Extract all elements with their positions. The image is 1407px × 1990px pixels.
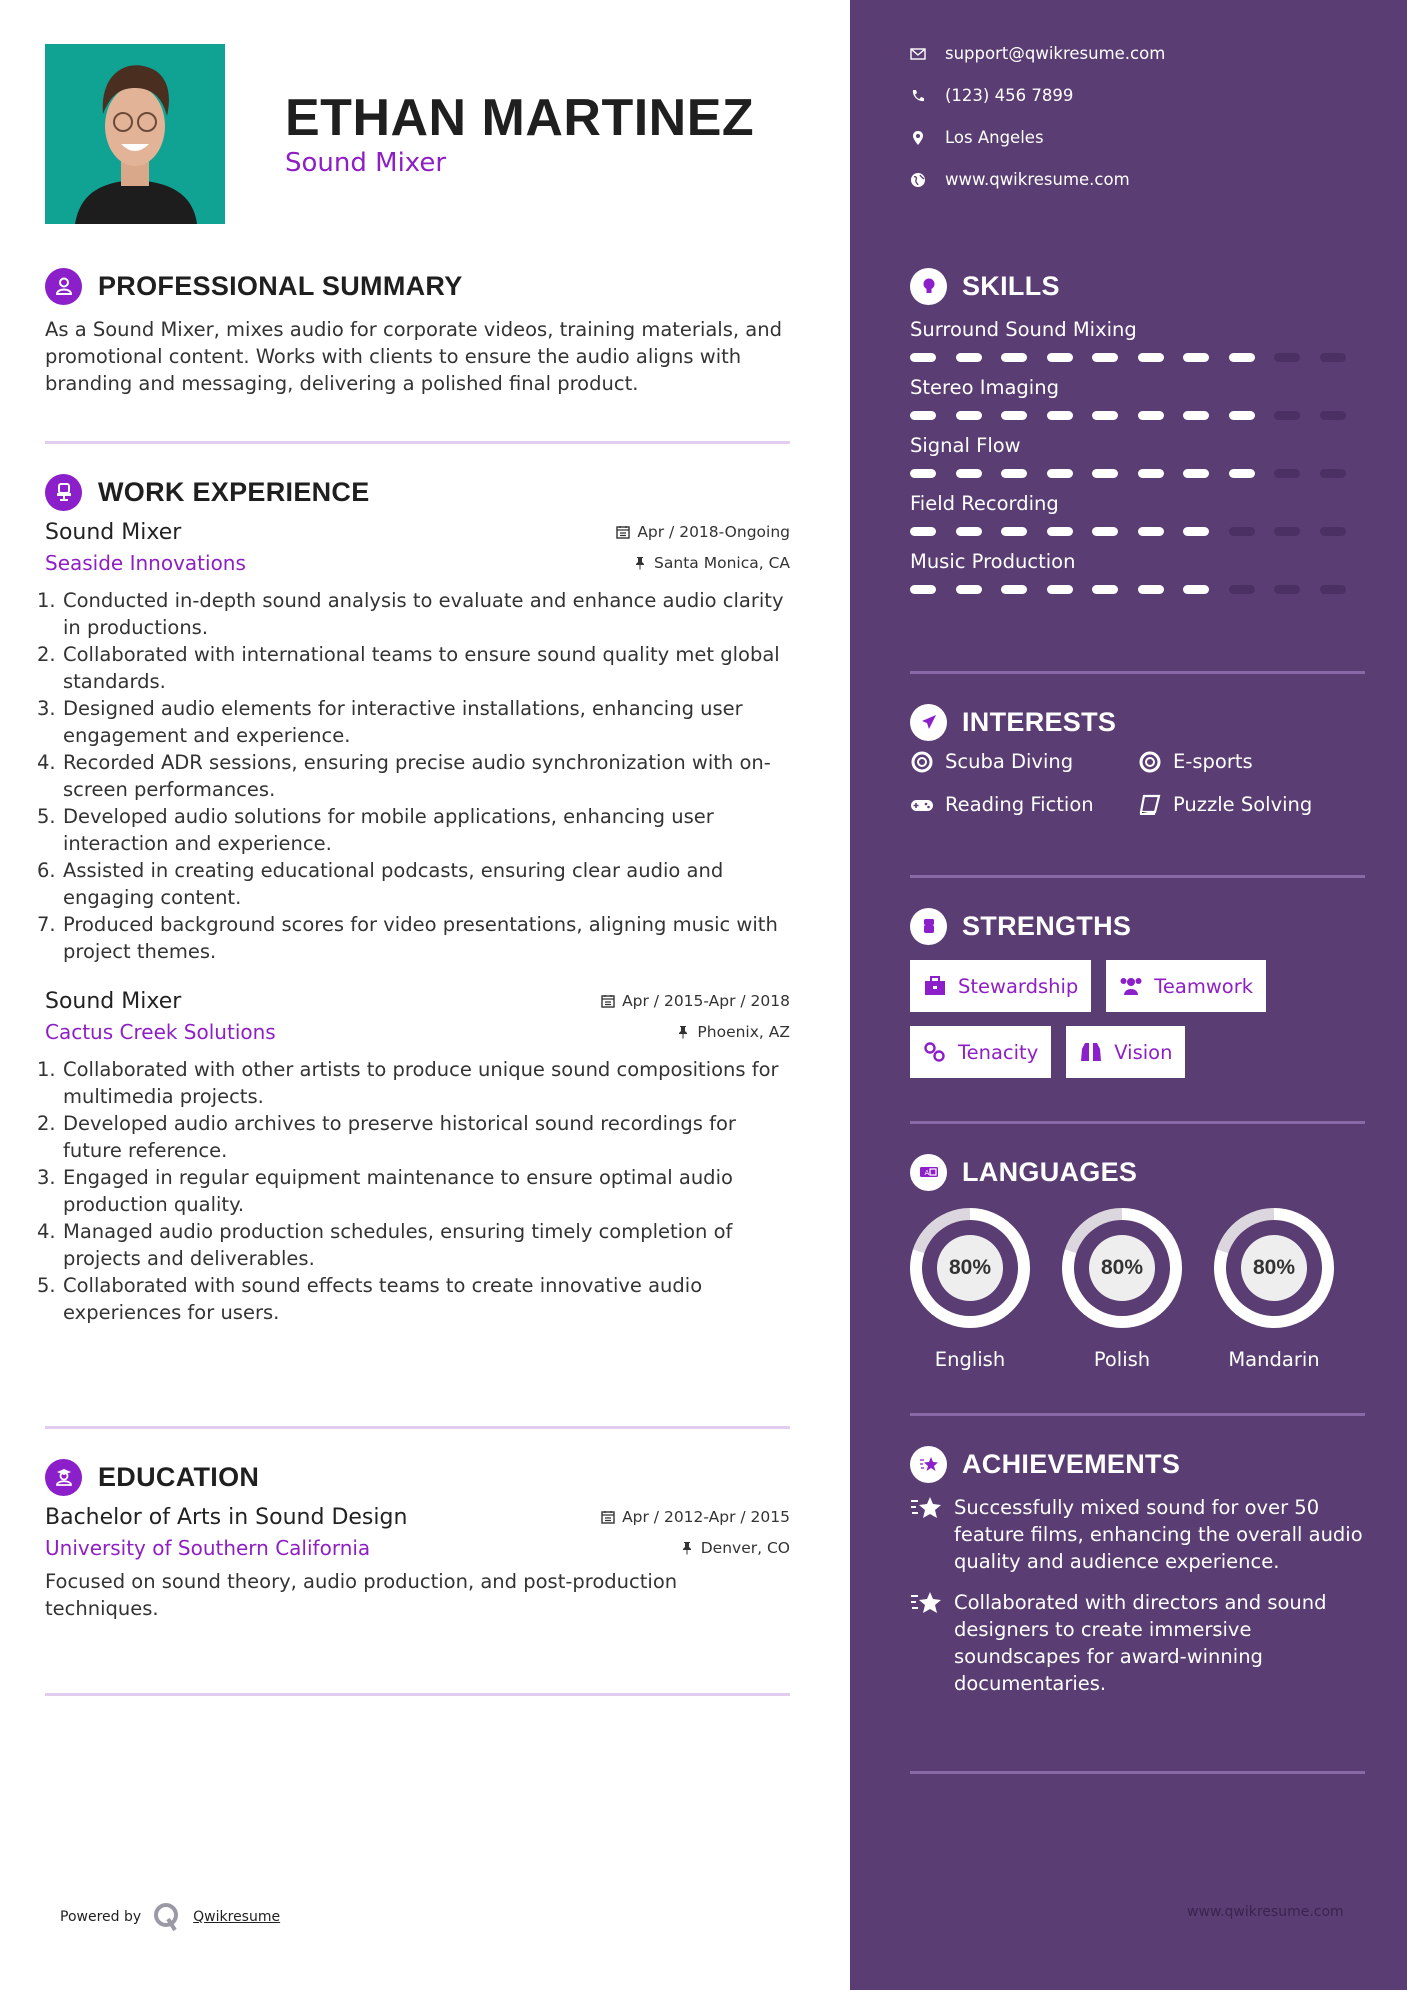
section-divider [910, 1771, 1365, 1774]
interest-item: Scuba Diving [910, 750, 1138, 773]
skill-rating [910, 524, 1365, 538]
interest-item: Reading Fiction [910, 793, 1138, 816]
language-progress-ring: 80% [1214, 1208, 1334, 1328]
bullet-item: 1. Collaborated with other artists to produce unique sound compositions for multimedia projects. [37, 1058, 779, 1108]
envelope-icon [910, 46, 926, 62]
section-title: PROFESSIONAL SUMMARY [98, 270, 463, 301]
skill-dash [1320, 527, 1346, 536]
skill-dash [1001, 411, 1027, 420]
strength-chip: Tenacity [910, 1026, 1051, 1078]
skill-dash [956, 527, 982, 536]
profile-photo [45, 44, 225, 224]
education-dates: Apr / 2012-Apr / 2015 [601, 1508, 790, 1526]
job-bullets [37, 1056, 790, 1326]
skill-dash [1138, 353, 1164, 362]
skill-dash [956, 353, 982, 362]
job-dates: Apr / 2018-Ongoing [616, 523, 790, 541]
skill-dash [1138, 411, 1164, 420]
pushpin-icon [680, 1541, 694, 1555]
job-location: Santa Monica, CA [633, 554, 790, 572]
calendar-icon [616, 525, 630, 539]
job-location: Phoenix, AZ [676, 1023, 790, 1041]
bullet-item: 4. Recorded ADR sessions, ensuring precise audio synchronization with on-screen performances. [37, 751, 771, 801]
education-description: Focused on sound theory, audio production, and post-production techniques. [45, 1570, 678, 1620]
lightbulb-icon [910, 268, 947, 305]
skill-rating [910, 466, 1365, 480]
binoculars-icon [1079, 1041, 1103, 1063]
summary-section [45, 266, 790, 397]
calendar-icon [601, 994, 615, 1008]
skill-dash [1047, 411, 1073, 420]
section-title: ACHIEVEMENTS [962, 1448, 1181, 1479]
skill-dash [1229, 353, 1255, 362]
interest-item: Puzzle Solving [1138, 793, 1358, 816]
skill-dash [1001, 585, 1027, 594]
skill-item: Surround Sound Mixing [910, 316, 1365, 364]
skill-dash [910, 353, 936, 362]
map-marker-icon [910, 130, 926, 146]
skill-dash [1001, 527, 1027, 536]
section-title: EDUCATION [98, 1461, 260, 1492]
skill-dash [1183, 353, 1209, 362]
skill-item: Music Production [910, 548, 1365, 596]
skill-dash [1092, 585, 1118, 594]
pushpin-icon [676, 1025, 690, 1039]
job-title: Sound Mixer [45, 520, 182, 545]
skill-dash [1320, 469, 1346, 478]
achievement-item: Successfully mixed sound for over 50 feature films, enhancing the overall audio quality and audience experience. [910, 1494, 1365, 1575]
skill-dash [1138, 585, 1164, 594]
skill-dash [1183, 527, 1209, 536]
skill-dash [1320, 411, 1346, 420]
pushpin-icon [633, 556, 647, 570]
skill-dash [1183, 411, 1209, 420]
section-title: WORK EXPERIENCE [98, 476, 370, 507]
link-icon [923, 1041, 947, 1063]
section-title: INTERESTS [962, 706, 1117, 737]
briefcase-icon [923, 975, 947, 997]
skills-section [910, 266, 1365, 596]
skill-dash [956, 585, 982, 594]
skill-dash [1229, 411, 1255, 420]
degree: Bachelor of Arts in Sound Design [45, 1505, 408, 1530]
section-divider [45, 1693, 790, 1696]
office-chair-icon [45, 474, 82, 511]
skill-dash [1092, 353, 1118, 362]
candidate-name: ETHAN MARTINEZ [285, 89, 755, 147]
skill-dash [1138, 469, 1164, 478]
skill-dash [956, 411, 982, 420]
education-section [45, 1457, 790, 1622]
language-item: 80% Mandarin [1214, 1208, 1334, 1371]
skill-dash [1274, 527, 1300, 536]
language-icon [910, 1154, 947, 1191]
skill-dash [1274, 585, 1300, 594]
bullet-item: 6. Assisted in creating educational podcasts, ensuring clear audio and engaging content. [37, 859, 724, 909]
shooting-star-icon [910, 1494, 944, 1524]
user-icon [45, 268, 82, 305]
job-bullets [37, 587, 790, 965]
skill-dash [1320, 585, 1346, 594]
interest-item: E-sports [1138, 750, 1358, 773]
section-divider [45, 1426, 790, 1429]
powered-by: Powered by Qwikresume [60, 1902, 280, 1932]
section-divider [45, 441, 790, 444]
section-divider [910, 875, 1365, 878]
skill-dash [1001, 469, 1027, 478]
education-location: Denver, CO [680, 1539, 790, 1557]
skill-dash [1047, 527, 1073, 536]
education-entry [45, 1505, 790, 1622]
skill-item: Stereo Imaging [910, 374, 1365, 422]
language-progress-ring: 80% [1062, 1208, 1182, 1328]
job-entry [37, 989, 790, 1326]
skill-dash [910, 585, 936, 594]
job-dates: Apr / 2015-Apr / 2018 [601, 992, 790, 1010]
interests-section [910, 702, 1365, 816]
bullet-item: 2. Collaborated with international teams to ensure sound quality met global standards. [37, 643, 780, 693]
skill-dash [1001, 353, 1027, 362]
skill-dash [910, 411, 936, 420]
bullet-item: 2. Developed audio archives to preserve historical sound recordings for future reference. [37, 1112, 736, 1162]
footer-url[interactable]: www.qwikresume.com [1187, 1904, 1344, 1920]
job-entry [37, 520, 790, 965]
job-title: Sound Mixer [45, 989, 182, 1014]
section-title: STRENGTHS [962, 910, 1132, 941]
life-ring-icon [1138, 751, 1162, 773]
globe-icon [910, 172, 926, 188]
skill-dash [1138, 527, 1164, 536]
bullet-item: 3. Designed audio elements for interactive installations, enhancing user engagement and experience. [37, 697, 743, 747]
bullet-item: 4. Managed audio production schedules, ensuring timely completion of projects and deliverables. [37, 1220, 733, 1270]
company-name: Seaside Innovations [45, 551, 246, 575]
bullet-item: 5. Developed audio solutions for mobile applications, enhancing user interaction and experience. [37, 805, 714, 855]
shooting-star-icon [910, 1446, 947, 1483]
candidate-role: Sound Mixer [285, 148, 447, 178]
skill-dash [1229, 585, 1255, 594]
bullet-item: 7. Produced background scores for video presentations, aligning music with project themes. [37, 913, 778, 963]
paper-plane-icon [910, 704, 947, 741]
book-icon [1138, 794, 1162, 816]
section-divider [910, 1121, 1365, 1124]
section-title: SKILLS [962, 270, 1060, 301]
phone-icon [910, 88, 926, 104]
skill-dash [1183, 469, 1209, 478]
skill-dash [1092, 527, 1118, 536]
section-divider [910, 1413, 1365, 1416]
contact-website[interactable]: www.qwikresume.com [910, 170, 1130, 189]
skill-dash [910, 469, 936, 478]
bullet-item: 5. Collaborated with sound effects teams to create innovative audio experiences for users. [37, 1274, 703, 1324]
achievements-section [910, 1444, 1365, 1697]
strength-chip: Stewardship [910, 960, 1091, 1012]
skill-dash [1047, 585, 1073, 594]
skill-dash [1047, 353, 1073, 362]
skill-item: Field Recording [910, 490, 1365, 538]
skill-item: Signal Flow [910, 432, 1365, 480]
skill-dash [1274, 353, 1300, 362]
skill-dash [910, 527, 936, 536]
language-item: 80% English [910, 1208, 1030, 1371]
contact-phone[interactable]: (123) 456 7899 [910, 86, 1073, 105]
skill-dash [1183, 585, 1209, 594]
language-progress-ring: 80% [910, 1208, 1030, 1328]
bullet-item: 3. Engaged in regular equipment maintenance to ensure optimal audio production quality. [37, 1166, 733, 1216]
skill-dash [1092, 469, 1118, 478]
fist-icon [910, 908, 947, 945]
skill-dash [956, 469, 982, 478]
shooting-star-icon [910, 1589, 944, 1619]
contact-location: Los Angeles [910, 128, 1044, 147]
skill-dash [1047, 469, 1073, 478]
qwikresume-logo-icon [153, 1902, 181, 1932]
company-name: Cactus Creek Solutions [45, 1020, 276, 1044]
skill-rating [910, 408, 1365, 422]
strength-chip: Vision [1066, 1026, 1185, 1078]
skill-dash [1229, 527, 1255, 536]
svg-text:A: A [924, 1169, 929, 1177]
language-item: 80% Polish [1062, 1208, 1182, 1371]
strength-chip: Teamwork [1106, 960, 1266, 1012]
life-ring-icon [910, 751, 934, 773]
skill-dash [1320, 353, 1346, 362]
calendar-icon [601, 1510, 615, 1524]
skill-dash [1274, 411, 1300, 420]
skill-dash [1229, 469, 1255, 478]
gamepad-icon [910, 794, 934, 816]
skill-rating [910, 350, 1365, 364]
skill-dash [1092, 411, 1118, 420]
languages-section [910, 1152, 1365, 1371]
section-divider [910, 671, 1365, 674]
skill-dash [1274, 469, 1300, 478]
experience-section [37, 472, 790, 1326]
qwikresume-link[interactable]: Qwikresume [193, 1909, 281, 1925]
users-icon [1119, 975, 1143, 997]
section-title: LANGUAGES [962, 1156, 1138, 1187]
skill-rating [910, 582, 1365, 596]
bullet-item: 1. Conducted in-depth sound analysis to evaluate and enhance audio clarity in productions. [37, 589, 784, 639]
achievement-item: Collaborated with directors and sound designers to create immersive soundscapes for award-winning documentaries. [910, 1589, 1365, 1697]
contact-email[interactable]: support@qwikresume.com [910, 44, 1165, 63]
strengths-section [910, 906, 1365, 1092]
graduate-icon [45, 1459, 82, 1496]
summary-text: As a Sound Mixer, mixes audio for corporate videos, training materials, and promotional content. Works with clients to ensure the audio aligns with branding and messaging, delivering a polished final product. [45, 318, 782, 395]
school-name: University of Southern California [45, 1536, 371, 1560]
